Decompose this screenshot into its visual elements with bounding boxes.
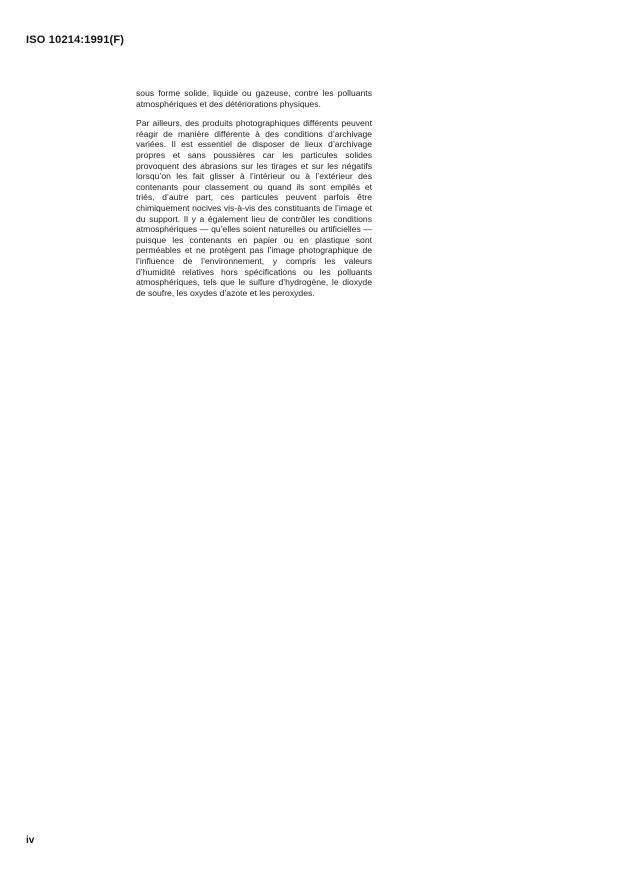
document-id-header: ISO 10214:1991(F) xyxy=(26,34,125,46)
paragraph-2: Par ailleurs, des produits photographiques différents peuvent réagir de manière différente à des conditions d’archivage variées. Il est essentiel de disposer de lieux d’archivage propres et sans poussières car les particules solides provoquent des abrasions sur les tirages et sur les négatifs lorsqu’on les fait glisser à l’intérieur ou à l’extérieur des contenants pour classement ou quand ils sont empilés et triés, d’autre part, ces particules peuvent parfois être chimiquement nocives vis-à-vis des constituants de l’image et du support. Il y a également lieu de contrôler les conditions atmosphériques — qu’elles soient naturelles ou artificielles — puisque les contenants en papier ou en plastique sont perméables et ne protègent pas l’image photographique de l’influence de l’environnement, y compris les valeurs d’humidité relatives hors spécifications ou les polluants atmosphériques, tels que le sulfure d’hydrogène, le dioxyde de soufre, les oxydes d’azote et les peroxydes. xyxy=(136,118,372,298)
paragraph-1: sous forme solide, liquide ou gazeuse, contre les polluants atmosphériques et des détériorations physiques. xyxy=(136,88,372,109)
body-text-column xyxy=(136,88,372,307)
page-number: iv xyxy=(26,835,35,846)
